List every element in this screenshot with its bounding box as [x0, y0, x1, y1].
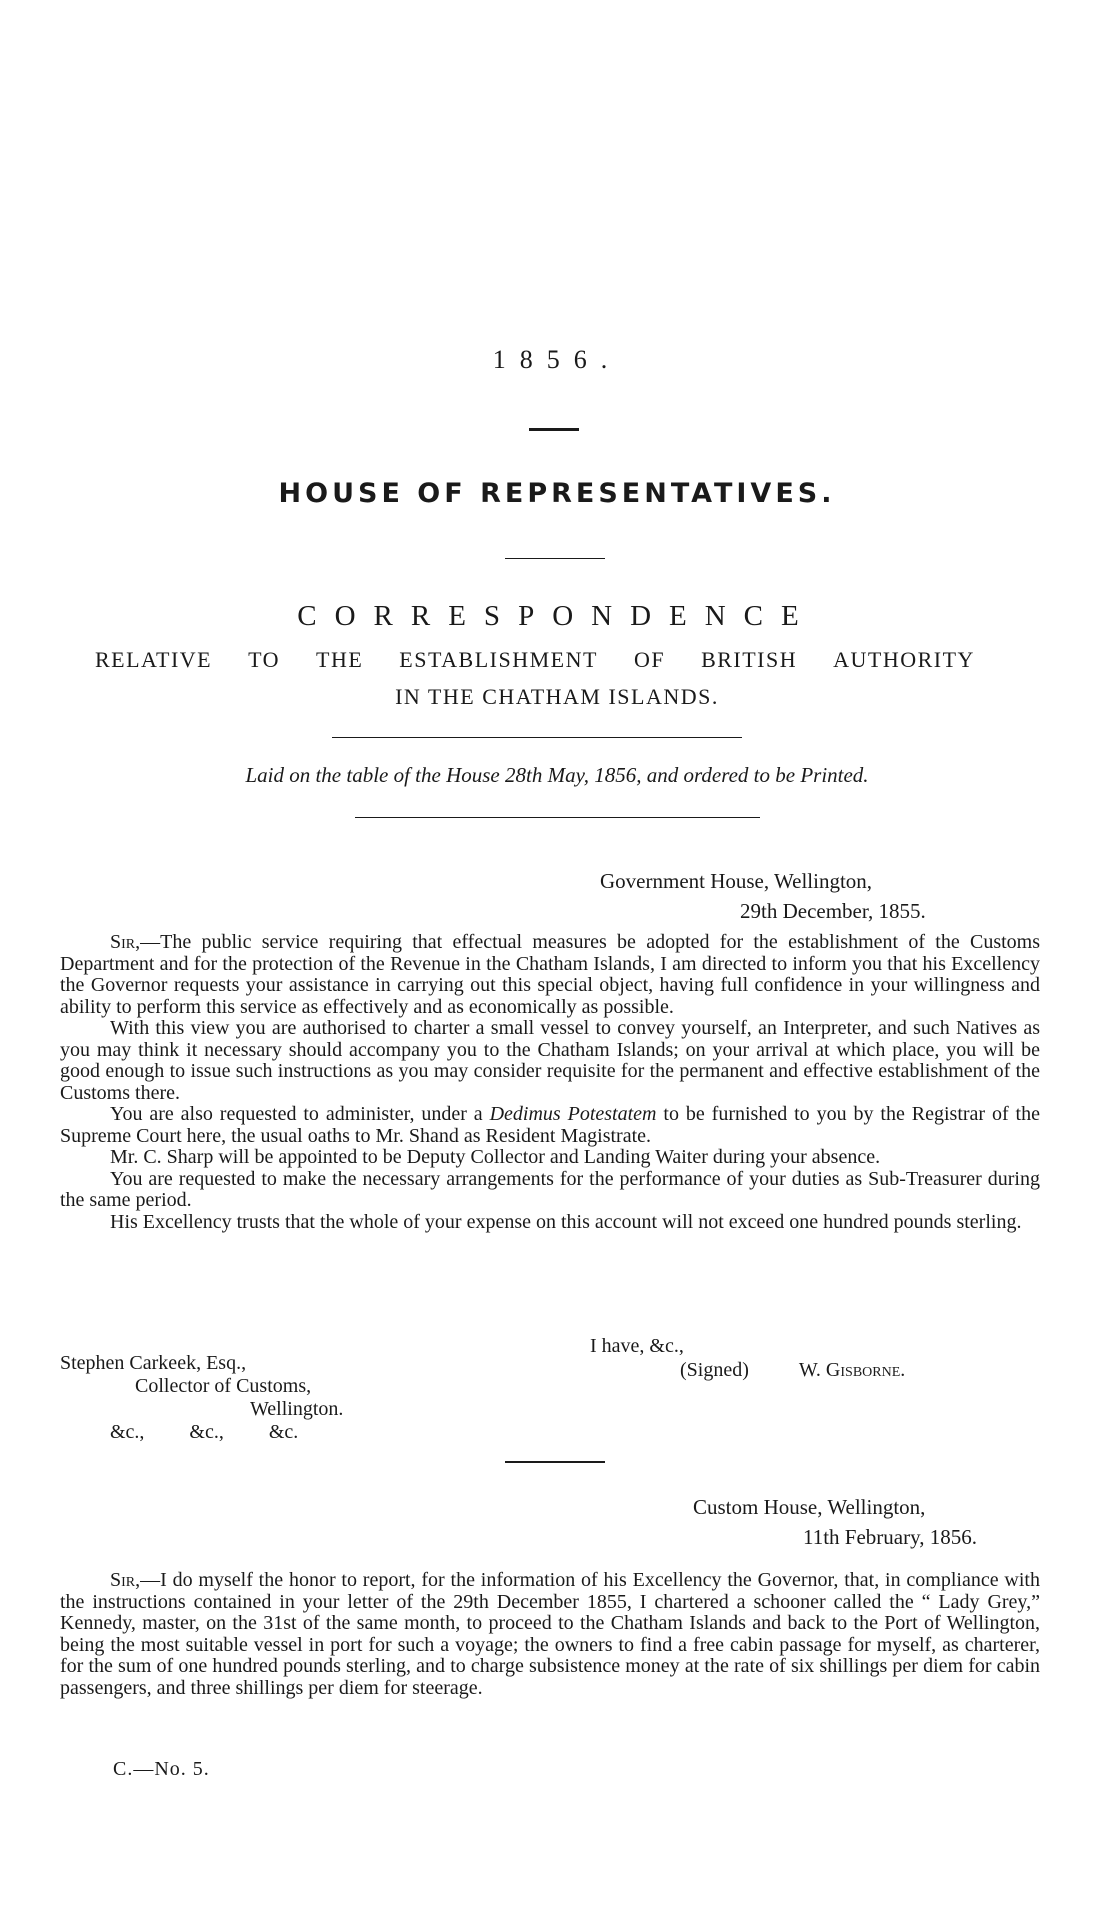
- letter1-address: [600, 866, 980, 926]
- divider: [505, 558, 605, 559]
- subtitle-word: RELATIVE: [95, 647, 213, 672]
- date-line: 29th December, 1855.: [740, 899, 926, 923]
- letter2-body: [60, 1570, 1040, 1699]
- letter1-body: [60, 932, 1040, 1233]
- letter1-signature: [590, 1334, 1010, 1382]
- document-title: CORRESPONDENCE: [297, 600, 817, 632]
- recipient-line: Stephen Carkeek, Esq.,: [60, 1352, 247, 1374]
- salutation: Sir,: [110, 1569, 141, 1591]
- laid-on-table-note: Laid on the table of the House 28th May, 1856, and ordered to be Printed.: [245, 763, 869, 787]
- paragraph: Sir,—I do myself the honor to report, for the information of his Excellency the Governor, that, in compliance with the instructions contained in your letter of the 29th December 1855, I chartered a schooner called the “ Lady Grey,” Kennedy, master, on the 31st of the same month, to proceed to the Chatham Islands and back to the Port of Wellington, being the most suitable vessel in port for such a voyage; the owners to find a free cabin passage for myself, as charterer, for the sum of one hundred pounds sterling, and to charge subsistence money at the rate of six shillings per diem for cabin passengers, and three shillings per diem for steerage.: [60, 1569, 1040, 1699]
- closing: I have, &c.,: [590, 1335, 684, 1357]
- letter1-recipient: [60, 1352, 420, 1444]
- signed-label: (Signed): [680, 1359, 749, 1381]
- page-reference: C.—No. 5.: [113, 1758, 210, 1780]
- subtitle-line-2: IN THE CHATHAM ISLANDS.: [395, 684, 719, 709]
- salutation: Sir,: [110, 931, 141, 953]
- paragraph: His Excellency trusts that the whole of your expense on this account will not exceed one hundred pounds sterling.: [110, 1210, 1022, 1233]
- recipient-line: &c., &c., &c.: [110, 1421, 299, 1443]
- letter2-address: [693, 1492, 1053, 1552]
- divider: [332, 737, 742, 738]
- subtitle-line-1: [95, 647, 975, 673]
- recipient-line: Collector of Customs,: [135, 1375, 312, 1397]
- paragraph: With this view you are authorised to charter a small vessel to convey yourself, an Interpreter, and such Natives as you may think it necessary should accompany you to the Chatham Islands; on your arrival at which place, you will be good enough to issue such instructions as you may consider requisite for the permanent and effective establishment of the Customs there.: [60, 1017, 1040, 1104]
- address-line: Government House, Wellington,: [600, 869, 873, 893]
- paragraph: Sir,—The public service requiring that effectual measures be adopted for the establishment of the Customs Department and for the protection of the Revenue in the Chatham Islands, I am directed to inform you that his Excellency the Governor requests your assistance in carrying out this special object, having full confidence in your willingness and ability to perform this service as effectively and as economically as possible.: [60, 931, 1040, 1018]
- signatory: W. Gisborne.: [798, 1359, 906, 1381]
- date-line: 11th February, 1856.: [803, 1525, 977, 1549]
- recipient-line: Wellington.: [250, 1398, 344, 1420]
- divider: [529, 428, 579, 431]
- divider: [355, 817, 760, 818]
- subtitle-word: AUTHORITY: [833, 647, 975, 672]
- subtitle-word: THE: [316, 647, 364, 672]
- subtitle-word: ESTABLISHMENT: [399, 647, 598, 672]
- paragraph: You are also requested to administer, under a Dedimus Potestatem to be furnished to you by the Registrar of the Supreme Court here, the usual oaths to Mr. Shand as Resident Magistrate.: [60, 1103, 1040, 1147]
- year-heading: 1856.: [492, 345, 622, 374]
- subtitle-word: BRITISH: [701, 647, 798, 672]
- house-heading: HOUSE OF REPRESENTATIVES.: [278, 478, 836, 509]
- subtitle-word: OF: [633, 647, 666, 672]
- subtitle-word: TO: [248, 647, 281, 672]
- divider: [505, 1461, 605, 1463]
- paragraph: Mr. C. Sharp will be appointed to be Deputy Collector and Landing Waiter during your absence.: [110, 1146, 881, 1168]
- address-line: Custom House, Wellington,: [693, 1495, 926, 1519]
- paragraph: You are requested to make the necessary arrangements for the performance of your duties as Sub-Treasurer during the same period.: [60, 1167, 1040, 1211]
- latin-term: Dedimus Potestatem: [489, 1103, 657, 1125]
